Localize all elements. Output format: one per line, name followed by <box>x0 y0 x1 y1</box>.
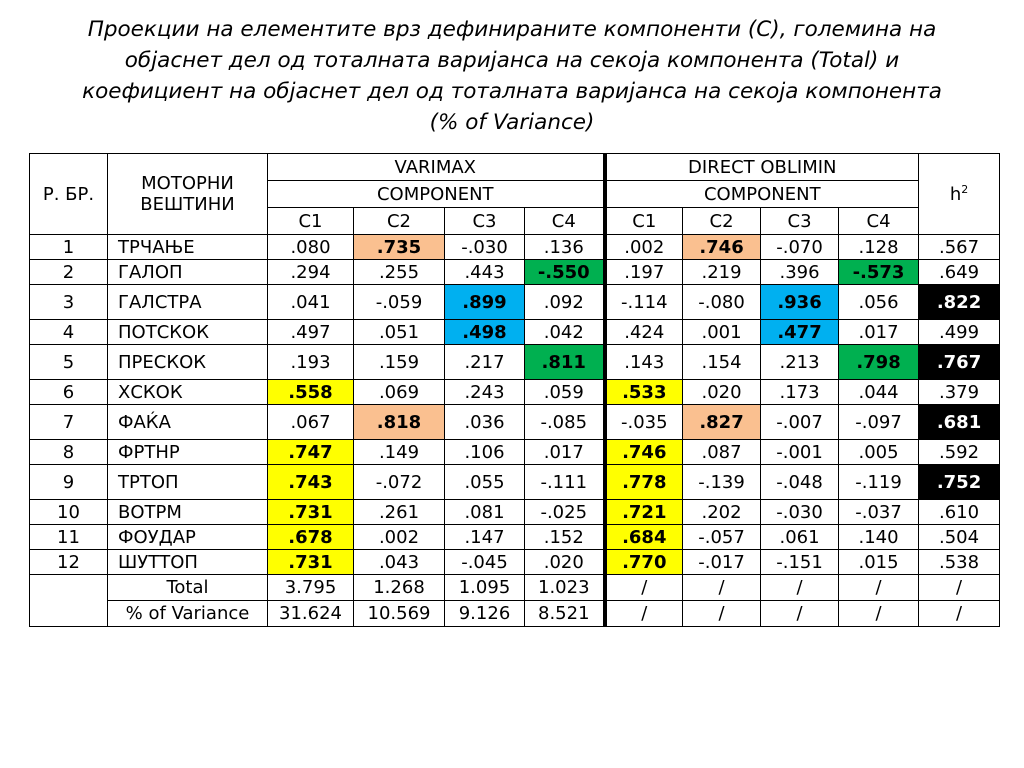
total-cell: 3.795 <box>268 575 354 601</box>
skill-name: ГАЛСТРА <box>108 285 268 320</box>
varimax-cell: .152 <box>525 525 605 550</box>
oblimin-cell: .140 <box>839 525 919 550</box>
oblimin-cell: .197 <box>605 260 683 285</box>
row-number: 3 <box>30 285 108 320</box>
varimax-cell: .042 <box>525 320 605 345</box>
row-number: 7 <box>30 405 108 440</box>
varimax-cell: .055 <box>445 465 525 500</box>
varimax-cell: .080 <box>268 235 354 260</box>
varimax-cell: .069 <box>354 380 445 405</box>
varimax-component-header: COMPONENT <box>268 181 605 208</box>
skill-name: ШУТТОП <box>108 550 268 575</box>
skill-name: ПОТСКОК <box>108 320 268 345</box>
oblimin-cell: .001 <box>683 320 761 345</box>
col-header: C3 <box>761 208 839 235</box>
variance-cell: / <box>761 601 839 627</box>
variance-cell: 9.126 <box>445 601 525 627</box>
row-number: 6 <box>30 380 108 405</box>
oblimin-cell: -.057 <box>683 525 761 550</box>
varimax-cell: .092 <box>525 285 605 320</box>
varimax-cell: .498 <box>445 320 525 345</box>
col-header: C4 <box>839 208 919 235</box>
varimax-cell: .036 <box>445 405 525 440</box>
varimax-cell: .002 <box>354 525 445 550</box>
motor-skills-header <box>108 154 268 235</box>
row-number: 8 <box>30 440 108 465</box>
table-row <box>30 260 1000 285</box>
oblimin-header: DIRECT OBLIMIN <box>605 154 919 181</box>
oblimin-cell: .533 <box>605 380 683 405</box>
oblimin-component-header: COMPONENT <box>605 181 919 208</box>
varimax-cell: .081 <box>445 500 525 525</box>
variance-cell: 8.521 <box>525 601 605 627</box>
varimax-cell: -.111 <box>525 465 605 500</box>
oblimin-cell: .936 <box>761 285 839 320</box>
varimax-cell: .497 <box>268 320 354 345</box>
title-line: објаснет дел од тоталната варијанса на секоја компонента (Total) и <box>124 48 900 73</box>
oblimin-cell: .020 <box>683 380 761 405</box>
oblimin-cell: .017 <box>839 320 919 345</box>
motor-header-line1: МОТОРНИ <box>141 173 234 194</box>
oblimin-cell: .056 <box>839 285 919 320</box>
h2-cell: .649 <box>919 260 1000 285</box>
table-row <box>30 235 1000 260</box>
oblimin-cell: .128 <box>839 235 919 260</box>
oblimin-cell: .746 <box>683 235 761 260</box>
skill-name: ХСКОК <box>108 380 268 405</box>
row-number: 10 <box>30 500 108 525</box>
oblimin-cell: .002 <box>605 235 683 260</box>
slide-title <box>20 14 1004 138</box>
varimax-cell: .149 <box>354 440 445 465</box>
row-number: 12 <box>30 550 108 575</box>
varimax-cell: -.085 <box>525 405 605 440</box>
oblimin-cell: .087 <box>683 440 761 465</box>
variance-cell: 31.624 <box>268 601 354 627</box>
oblimin-cell: .827 <box>683 405 761 440</box>
h2-cell: .681 <box>919 405 1000 440</box>
factor-loadings-table <box>29 153 1000 627</box>
total-cell: / <box>683 575 761 601</box>
row-number: 1 <box>30 235 108 260</box>
skill-name: ТРТОП <box>108 465 268 500</box>
col-header: C1 <box>605 208 683 235</box>
varimax-cell: .747 <box>268 440 354 465</box>
table-row <box>30 550 1000 575</box>
skill-name: ФРТНР <box>108 440 268 465</box>
rbr-header: Р. БР. <box>30 154 108 235</box>
table-row <box>30 465 1000 500</box>
varimax-cell: .193 <box>268 345 354 380</box>
oblimin-cell: .213 <box>761 345 839 380</box>
row-number: 2 <box>30 260 108 285</box>
skill-name: ФАЌА <box>108 405 268 440</box>
varimax-cell: -.059 <box>354 285 445 320</box>
varimax-cell: .243 <box>445 380 525 405</box>
h2-cell: .567 <box>919 235 1000 260</box>
oblimin-cell: .154 <box>683 345 761 380</box>
row-number: 11 <box>30 525 108 550</box>
empty-cell <box>30 575 108 627</box>
oblimin-cell: .202 <box>683 500 761 525</box>
varimax-cell: .443 <box>445 260 525 285</box>
varimax-cell: -.550 <box>525 260 605 285</box>
total-cell: 1.268 <box>354 575 445 601</box>
varimax-cell: .261 <box>354 500 445 525</box>
table-row <box>30 500 1000 525</box>
skill-name: ПРЕСКОК <box>108 345 268 380</box>
oblimin-cell: -.080 <box>683 285 761 320</box>
oblimin-cell: -.139 <box>683 465 761 500</box>
varimax-cell: .255 <box>354 260 445 285</box>
oblimin-cell: .721 <box>605 500 683 525</box>
oblimin-cell: -.001 <box>761 440 839 465</box>
table-row <box>30 285 1000 320</box>
total-cell: / <box>839 575 919 601</box>
row-number: 9 <box>30 465 108 500</box>
oblimin-cell: -.030 <box>761 500 839 525</box>
table-row <box>30 380 1000 405</box>
h2-cell: .499 <box>919 320 1000 345</box>
skill-name: ВОТРМ <box>108 500 268 525</box>
varimax-cell: -.072 <box>354 465 445 500</box>
variance-cell: 10.569 <box>354 601 445 627</box>
row-number: 4 <box>30 320 108 345</box>
h2-cell: .592 <box>919 440 1000 465</box>
varimax-cell: .811 <box>525 345 605 380</box>
oblimin-cell: -.070 <box>761 235 839 260</box>
variance-cell: / <box>683 601 761 627</box>
varimax-cell: .294 <box>268 260 354 285</box>
oblimin-cell: .424 <box>605 320 683 345</box>
varimax-cell: .043 <box>354 550 445 575</box>
oblimin-cell: -.048 <box>761 465 839 500</box>
varimax-cell: .041 <box>268 285 354 320</box>
varimax-cell: .735 <box>354 235 445 260</box>
table-row <box>30 525 1000 550</box>
varimax-cell: .051 <box>354 320 445 345</box>
table-row <box>30 320 1000 345</box>
oblimin-cell: .173 <box>761 380 839 405</box>
varimax-cell: .558 <box>268 380 354 405</box>
table-row <box>30 345 1000 380</box>
varimax-cell: .899 <box>445 285 525 320</box>
varimax-cell: .731 <box>268 550 354 575</box>
h2-base: h <box>949 183 962 205</box>
varimax-cell: .059 <box>525 380 605 405</box>
oblimin-cell: -.151 <box>761 550 839 575</box>
oblimin-cell: .477 <box>761 320 839 345</box>
oblimin-cell: .219 <box>683 260 761 285</box>
h2-superscript: 2 <box>961 182 969 196</box>
variance-cell: / <box>605 601 683 627</box>
oblimin-cell: .798 <box>839 345 919 380</box>
variance-label: % of Variance <box>108 601 268 627</box>
varimax-header: VARIMAX <box>268 154 605 181</box>
varimax-cell: .731 <box>268 500 354 525</box>
varimax-cell: .020 <box>525 550 605 575</box>
oblimin-cell: .005 <box>839 440 919 465</box>
total-cell: 1.095 <box>445 575 525 601</box>
col-header: C3 <box>445 208 525 235</box>
varimax-cell: .818 <box>354 405 445 440</box>
total-cell: / <box>761 575 839 601</box>
title-line: (% of Variance) <box>429 110 595 135</box>
varimax-cell: -.045 <box>445 550 525 575</box>
variance-cell: / <box>919 601 1000 627</box>
oblimin-cell: .044 <box>839 380 919 405</box>
varimax-cell: -.025 <box>525 500 605 525</box>
varimax-cell: .743 <box>268 465 354 500</box>
h2-cell: .610 <box>919 500 1000 525</box>
row-number: 5 <box>30 345 108 380</box>
total-row <box>30 575 1000 601</box>
total-cell: / <box>919 575 1000 601</box>
total-cell: / <box>605 575 683 601</box>
col-header: C2 <box>354 208 445 235</box>
skill-name: ФОУДАР <box>108 525 268 550</box>
oblimin-cell: -.017 <box>683 550 761 575</box>
variance-row <box>30 601 1000 627</box>
oblimin-cell: -.119 <box>839 465 919 500</box>
motor-header-line2: ВЕШТИНИ <box>140 194 235 215</box>
skill-name: ТРЧАЊЕ <box>108 235 268 260</box>
h2-cell: .767 <box>919 345 1000 380</box>
h2-cell: .379 <box>919 380 1000 405</box>
varimax-cell: .106 <box>445 440 525 465</box>
oblimin-cell: .684 <box>605 525 683 550</box>
h2-cell: .752 <box>919 465 1000 500</box>
h2-cell: .504 <box>919 525 1000 550</box>
h2-cell: .822 <box>919 285 1000 320</box>
oblimin-cell: -.573 <box>839 260 919 285</box>
title-line: коефициент на објаснет дел од тоталната варијанса на секоја компонента <box>82 79 942 104</box>
oblimin-cell: .061 <box>761 525 839 550</box>
col-header: C4 <box>525 208 605 235</box>
oblimin-cell: -.007 <box>761 405 839 440</box>
varimax-cell: .067 <box>268 405 354 440</box>
col-header: C1 <box>268 208 354 235</box>
oblimin-cell: .778 <box>605 465 683 500</box>
h2-cell: .538 <box>919 550 1000 575</box>
oblimin-cell: .770 <box>605 550 683 575</box>
skill-name: ГАЛОП <box>108 260 268 285</box>
h2-header <box>919 154 1000 235</box>
varimax-cell: .147 <box>445 525 525 550</box>
varimax-cell: .217 <box>445 345 525 380</box>
header-row-methods <box>30 154 1000 181</box>
oblimin-cell: -.037 <box>839 500 919 525</box>
oblimin-cell: -.114 <box>605 285 683 320</box>
total-label: Total <box>108 575 268 601</box>
varimax-cell: .159 <box>354 345 445 380</box>
oblimin-cell: .396 <box>761 260 839 285</box>
oblimin-cell: -.097 <box>839 405 919 440</box>
table-row <box>30 405 1000 440</box>
varimax-cell: .136 <box>525 235 605 260</box>
title-line: Проекции на елементите врз дефинираните компоненти (C), големина на <box>87 17 937 42</box>
varimax-cell: -.030 <box>445 235 525 260</box>
varimax-cell: .017 <box>525 440 605 465</box>
total-cell: 1.023 <box>525 575 605 601</box>
oblimin-cell: .143 <box>605 345 683 380</box>
variance-cell: / <box>839 601 919 627</box>
oblimin-cell: .015 <box>839 550 919 575</box>
oblimin-cell: -.035 <box>605 405 683 440</box>
col-header: C2 <box>683 208 761 235</box>
oblimin-cell: .746 <box>605 440 683 465</box>
varimax-cell: .678 <box>268 525 354 550</box>
table-row <box>30 440 1000 465</box>
